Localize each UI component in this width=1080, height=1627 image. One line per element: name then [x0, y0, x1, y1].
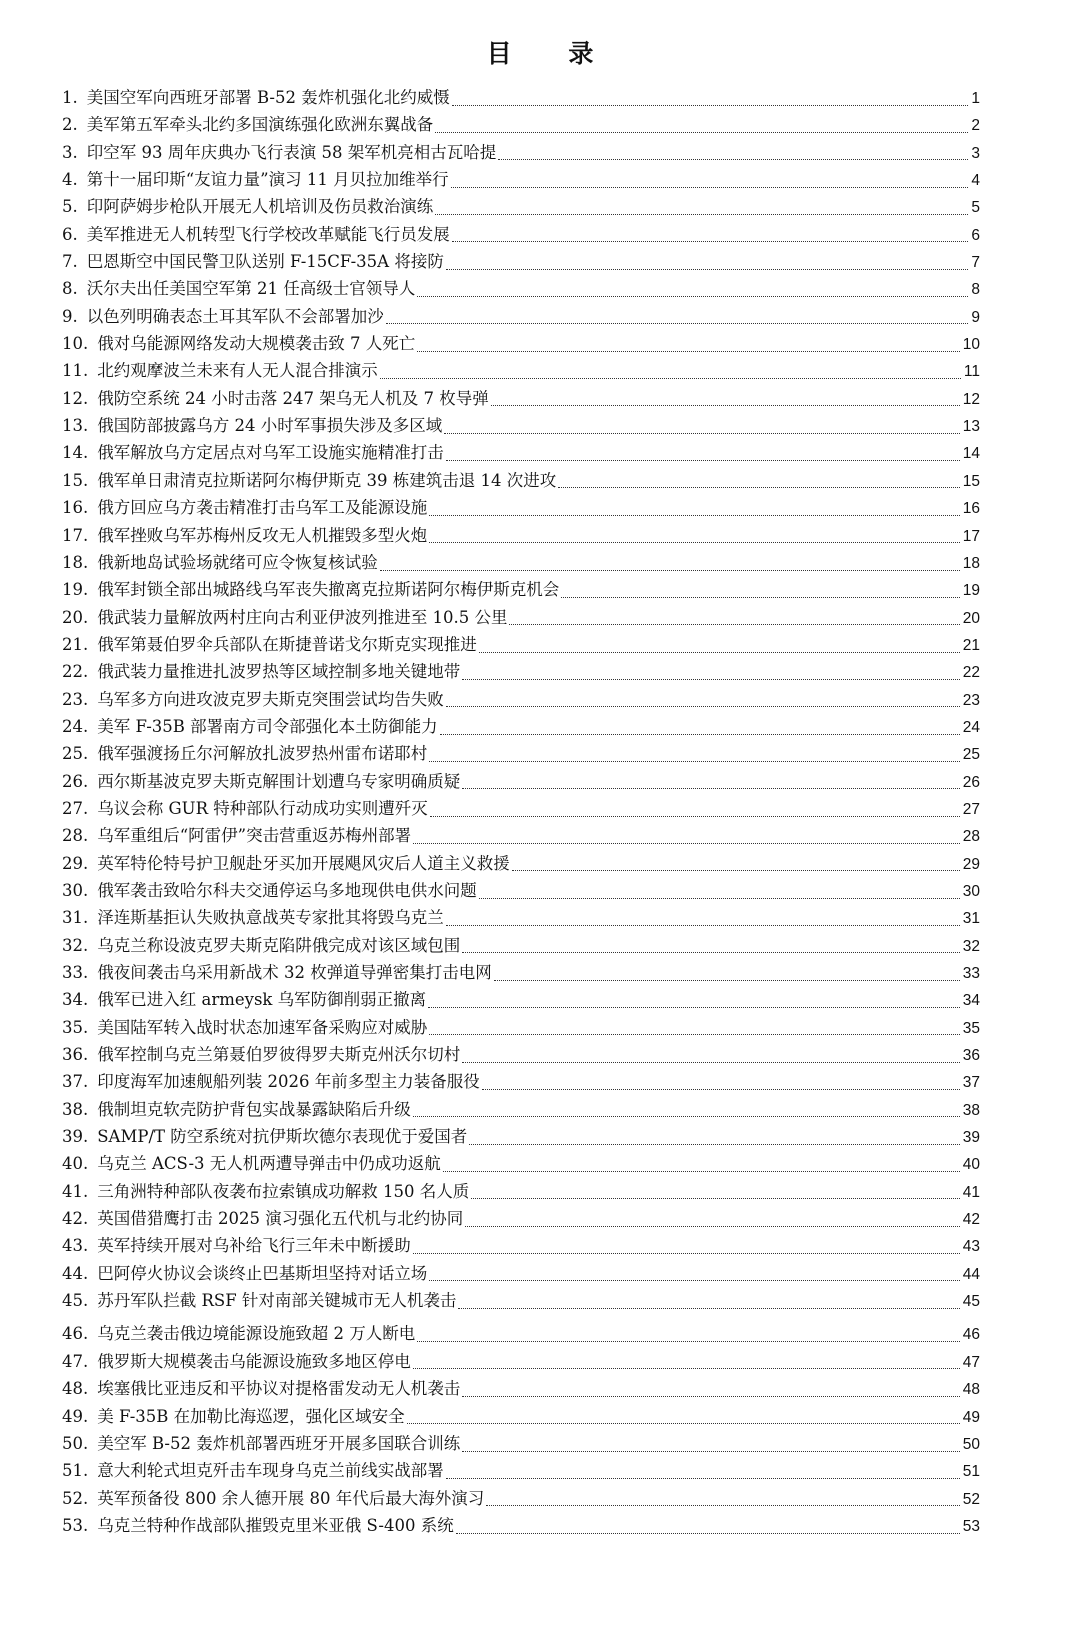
entry-title[interactable]: 英军预备役 800 余人德开展 80 年代后最大海外演习 — [97, 1488, 485, 1508]
entry-title[interactable]: 乌克兰袭击俄边境能源设施致超 2 万人断电 — [97, 1324, 416, 1344]
dot-leader — [429, 1279, 960, 1281]
toc-entry[interactable] — [62, 795, 980, 822]
entry-title[interactable]: SAMP/T 防空系统对抗伊斯坎德尔表现优于爱国者 — [97, 1127, 468, 1147]
entry-page-number[interactable]: 49 — [962, 1408, 980, 1426]
toc-entry[interactable] — [62, 713, 980, 740]
toc-entry[interactable] — [62, 604, 980, 631]
toc-entry[interactable] — [62, 1430, 980, 1457]
entry-page-number[interactable]: 22 — [962, 664, 980, 682]
entry-title[interactable]: 第十一届印斯“友谊力量”演习 11 月贝拉加维举行 — [86, 170, 449, 190]
entry-page-number[interactable]: 11 — [963, 363, 980, 381]
dot-leader — [429, 541, 960, 543]
toc-entry[interactable] — [62, 1150, 980, 1177]
entry-title[interactable]: 英军特伦特号护卫舰赴牙买加开展飓风灾后人道主义救援 — [97, 853, 510, 873]
toc-entry[interactable] — [62, 1512, 980, 1539]
entry-number: 5. — [62, 197, 78, 217]
entry-number: 39. — [62, 1127, 89, 1147]
toc-entry[interactable] — [62, 248, 980, 275]
entry-page-number[interactable]: 7 — [971, 254, 980, 272]
entry-number: 43. — [62, 1236, 89, 1256]
dot-leader — [561, 596, 960, 598]
entry-page-number[interactable]: 40 — [962, 1156, 980, 1174]
dot-leader — [417, 295, 968, 297]
toc-entry[interactable] — [62, 986, 980, 1013]
dot-leader — [444, 432, 960, 434]
entry-title[interactable]: 印阿萨姆步枪队开展无人机培训及伤员救治演练 — [86, 197, 434, 217]
entry-page-number[interactable]: 51 — [962, 1463, 980, 1481]
dot-leader — [413, 1367, 960, 1369]
entry-page-number[interactable]: 48 — [962, 1381, 980, 1399]
entry-page-number[interactable]: 33 — [962, 965, 980, 982]
dot-leader — [558, 486, 960, 488]
entry-page-number[interactable]: 45 — [962, 1293, 980, 1311]
entry-number: 47. — [62, 1351, 89, 1371]
toc-entry[interactable] — [62, 1457, 980, 1484]
dot-leader — [446, 459, 960, 461]
toc-entry[interactable] — [62, 1068, 980, 1095]
entry-number: 27. — [62, 798, 89, 818]
entry-number: 46. — [62, 1324, 89, 1344]
dot-leader — [471, 1197, 960, 1199]
dot-leader — [462, 787, 960, 789]
toc-entry[interactable] — [62, 412, 980, 439]
entry-page-number[interactable]: 12 — [962, 390, 980, 408]
entry-page-number[interactable]: 39 — [962, 1129, 980, 1147]
dot-leader — [380, 377, 961, 379]
entry-title[interactable]: 巴阿停火协议会谈终止巴基斯坦坚持对话立场 — [97, 1263, 428, 1283]
entry-page-number[interactable]: 13 — [962, 418, 980, 436]
entry-title[interactable]: 俄对乌能源网络发动大规模袭击致 7 人死亡 — [97, 334, 416, 354]
entry-number: 7. — [62, 252, 78, 272]
entry-title[interactable]: 乌军多方向进攻波克罗夫斯克突围尝试均告失败 — [97, 689, 444, 709]
dot-leader — [462, 1061, 960, 1063]
toc-entry[interactable] — [62, 84, 980, 111]
entry-number: 20. — [62, 607, 89, 627]
dot-leader — [446, 705, 960, 707]
entry-title[interactable]: 乌克兰称设波克罗夫斯克陷阱俄完成对该区域包围 — [97, 935, 461, 955]
toc-entry[interactable] — [62, 959, 980, 986]
entry-page-number[interactable]: 19 — [962, 582, 980, 600]
entry-title[interactable]: 乌克兰特种作战部队摧毁克里米亚俄 S-400 系统 — [97, 1515, 454, 1535]
dot-leader — [429, 1033, 960, 1035]
dot-leader — [482, 1088, 960, 1090]
entry-title[interactable]: 俄夜间袭击乌采用新战术 32 枚弹道导弹密集打击电网 — [97, 963, 492, 982]
entry-page-number[interactable]: 25 — [962, 746, 980, 764]
entry-title[interactable]: 美军推进无人机转型飞行学校改革赋能飞行员发展 — [86, 224, 450, 244]
entry-number: 4. — [62, 170, 78, 190]
entry-title[interactable]: 乌克兰 ACS-3 无人机两遭导弹击中仍成功返航 — [97, 1154, 441, 1174]
dot-leader — [417, 350, 960, 352]
entry-number: 18. — [62, 552, 89, 572]
entry-number: 19. — [62, 580, 89, 600]
toc-entry[interactable] — [62, 740, 980, 767]
entry-page-number[interactable]: 26 — [962, 773, 980, 791]
entry-page-number[interactable]: 24 — [962, 718, 980, 736]
entry-title[interactable]: 俄罗斯大规模袭击乌能源设施致多地区停电 — [97, 1351, 411, 1371]
entry-number: 2. — [62, 115, 78, 135]
entry-title[interactable]: 美军第五军牵头北约多国演练强化欧洲东翼战备 — [86, 115, 434, 135]
entry-page-number[interactable]: 29 — [962, 855, 980, 873]
dot-leader — [446, 924, 960, 926]
dot-leader — [446, 268, 969, 270]
entry-number: 28. — [62, 826, 89, 846]
entry-number: 3. — [62, 142, 78, 162]
entry-number: 50. — [62, 1433, 89, 1453]
entry-number: 33. — [62, 963, 89, 982]
dot-leader — [458, 1307, 959, 1309]
entry-number: 21. — [62, 634, 89, 654]
entry-page-number[interactable]: 42 — [962, 1211, 980, 1229]
entry-page-number[interactable]: 15 — [962, 472, 980, 490]
dot-leader — [479, 651, 960, 653]
toc-entry[interactable] — [62, 166, 980, 193]
entry-title[interactable]: 沃尔夫出任美国空军第 21 任高级士官领导人 — [86, 279, 416, 299]
toc-entry[interactable] — [62, 193, 980, 220]
entry-number: 36. — [62, 1045, 89, 1065]
toc-entry[interactable] — [62, 850, 980, 877]
dot-leader — [429, 514, 960, 516]
toc-entry[interactable] — [62, 1178, 980, 1205]
toc-entry[interactable] — [62, 1375, 980, 1402]
entry-title[interactable]: 俄军控制乌克兰第聂伯罗彼得罗夫斯克州沃尔切村 — [97, 1045, 461, 1065]
entry-number: 30. — [62, 880, 89, 900]
entry-page-number[interactable]: 44 — [962, 1265, 980, 1283]
entry-title[interactable]: 以色列明确表态土耳其军队不会部署加沙 — [86, 306, 384, 326]
entry-number: 35. — [62, 1017, 89, 1037]
entry-number: 26. — [62, 771, 89, 791]
entry-page-number[interactable]: 4 — [971, 172, 980, 190]
dot-leader — [407, 1422, 960, 1424]
toc-entry[interactable] — [62, 1041, 980, 1068]
toc-entry[interactable] — [62, 139, 980, 166]
entry-page-number[interactable]: 17 — [962, 527, 980, 545]
toc-entry[interactable] — [62, 1348, 980, 1375]
entry-page-number[interactable]: 20 — [962, 609, 980, 627]
entry-number: 24. — [62, 716, 89, 736]
entry-number: 17. — [62, 525, 89, 545]
entry-number: 51. — [62, 1461, 89, 1481]
entry-number: 29. — [62, 853, 89, 873]
toc-entry[interactable] — [62, 904, 980, 931]
entry-title[interactable]: 三角洲特种部队夜袭布拉索镇成功解救 150 名人质 — [97, 1181, 470, 1201]
toc-entry[interactable] — [62, 1320, 980, 1347]
entry-page-number[interactable]: 18 — [962, 554, 980, 572]
dot-leader — [456, 1532, 960, 1534]
entry-number: 52. — [62, 1488, 89, 1508]
entry-page-number[interactable]: 41 — [962, 1183, 980, 1201]
toc-entry[interactable] — [62, 1485, 980, 1512]
entry-title[interactable]: 意大利轮式坦克歼击车现身乌克兰前线实战部署 — [97, 1461, 444, 1481]
toc-entry[interactable] — [62, 1403, 980, 1430]
toc-entry[interactable] — [62, 768, 980, 795]
entry-page-number[interactable]: 35 — [962, 1019, 980, 1037]
dot-leader — [451, 186, 969, 188]
toc-entry[interactable] — [62, 686, 980, 713]
entry-page-number[interactable]: 8 — [971, 281, 980, 299]
entry-number: 15. — [62, 470, 89, 490]
entry-title[interactable]: 俄军袭击致哈尔科夫交通停运乌多地现供电供水问题 — [97, 880, 477, 900]
toc-entry[interactable] — [62, 357, 980, 384]
entry-number: 41. — [62, 1181, 89, 1201]
entry-page-number[interactable]: 46 — [962, 1326, 980, 1344]
entry-title[interactable]: 俄武装力量解放两村庄向古利亚伊波列推进至 10.5 公里 — [97, 607, 508, 627]
toc-entry[interactable] — [62, 1260, 980, 1287]
dot-leader — [452, 104, 969, 106]
entry-title[interactable]: 乌议会称 GUR 特种部队行动成功实则遭歼灭 — [97, 798, 428, 818]
entry-number: 13. — [62, 416, 89, 436]
dot-leader — [491, 404, 960, 406]
toc-entry[interactable] — [62, 111, 980, 138]
toc-entry[interactable] — [62, 932, 980, 959]
entry-number: 37. — [62, 1072, 89, 1092]
dot-leader — [498, 158, 968, 160]
dot-leader — [512, 869, 960, 871]
dot-leader — [465, 1225, 960, 1227]
dot-leader — [435, 213, 968, 215]
dot-leader — [479, 897, 960, 899]
entry-number: 8. — [62, 279, 78, 299]
dot-leader — [469, 1143, 959, 1145]
entry-title[interactable]: 美空军 B-52 轰炸机部署西班牙开展多国联合训练 — [97, 1433, 461, 1453]
dot-leader — [462, 678, 960, 680]
entry-title[interactable]: 俄方回应乌方袭击精准打击乌军工及能源设施 — [97, 498, 428, 518]
entry-title[interactable]: 俄武装力量推进扎波罗热等区域控制多地关键地带 — [97, 662, 461, 682]
entry-title[interactable]: 英国借猎鹰打击 2025 演习强化五代机与北约协同 — [97, 1209, 464, 1229]
toc-entry[interactable] — [62, 1014, 980, 1041]
toc-entry[interactable] — [62, 658, 980, 685]
toc-entry[interactable] — [62, 303, 980, 330]
toc-entry[interactable] — [62, 1123, 980, 1150]
entry-number: 49. — [62, 1406, 89, 1426]
entry-number: 40. — [62, 1154, 89, 1174]
entry-number: 23. — [62, 689, 89, 709]
dot-leader — [440, 733, 960, 735]
dot-leader — [443, 1170, 960, 1172]
entry-title[interactable]: 北约观摩波兰未来有人无人混合排演示 — [97, 361, 378, 381]
entry-number: 31. — [62, 908, 89, 928]
entry-page-number[interactable]: 2 — [971, 117, 980, 135]
dot-leader — [462, 1395, 960, 1397]
dot-leader — [380, 569, 960, 571]
dot-leader — [486, 1504, 960, 1506]
dot-leader — [386, 322, 969, 324]
entry-page-number[interactable]: 34 — [962, 992, 980, 1010]
entry-page-number[interactable]: 36 — [962, 1047, 980, 1065]
entry-page-number[interactable]: 43 — [962, 1238, 980, 1256]
toc-entry[interactable] — [62, 275, 980, 302]
entry-page-number[interactable]: 14 — [962, 445, 980, 463]
entry-number: 45. — [62, 1291, 89, 1311]
dot-leader — [509, 623, 959, 625]
toc-entry[interactable] — [62, 822, 980, 849]
dot-leader — [413, 1252, 960, 1254]
dot-leader — [446, 1477, 960, 1479]
toc-entry[interactable] — [62, 439, 980, 466]
entry-page-number[interactable]: 1 — [971, 90, 980, 107]
toc-entry[interactable] — [62, 1096, 980, 1123]
toc-entry[interactable] — [62, 576, 980, 603]
toc-entry[interactable] — [62, 1232, 980, 1259]
entry-page-number[interactable]: 16 — [962, 500, 980, 518]
dot-leader — [452, 240, 969, 242]
entry-page-number[interactable]: 30 — [962, 882, 980, 900]
entry-title[interactable]: 巴恩斯空中国民警卫队送别 F-15CF-35A 将接防 — [86, 252, 444, 272]
toc-entry[interactable] — [62, 330, 980, 357]
entry-number: 44. — [62, 1263, 89, 1283]
entry-page-number[interactable]: 31 — [962, 910, 980, 928]
entry-title[interactable]: 俄军封锁全部出城路线乌军丧失撤离克拉斯诺阿尔梅伊斯克机会 — [97, 580, 560, 600]
entry-number: 22. — [62, 662, 89, 682]
entry-page-number[interactable]: 52 — [962, 1490, 980, 1508]
entry-title[interactable]: 俄军强渡扬丘尔河解放扎波罗热州雷布诺耶村 — [97, 744, 428, 764]
entry-title[interactable]: 俄军挫败乌军苏梅州反攻无人机摧毁多型火炮 — [97, 525, 428, 545]
entry-page-number[interactable]: 21 — [962, 636, 980, 654]
entry-title[interactable]: 印空军 93 周年庆典办飞行表演 58 架军机亮相古瓦哈提 — [86, 142, 497, 162]
entry-number: 25. — [62, 744, 89, 764]
entry-page-number[interactable]: 47 — [962, 1353, 980, 1371]
dot-leader — [462, 1450, 960, 1452]
dot-leader — [430, 815, 960, 817]
toc-entry[interactable] — [62, 877, 980, 904]
entry-number: 53. — [62, 1515, 89, 1535]
dot-leader — [494, 979, 960, 981]
entry-page-number[interactable]: 27 — [962, 800, 980, 818]
toc-entry[interactable] — [62, 494, 980, 521]
table-of-contents — [62, 84, 980, 1539]
dot-leader — [417, 1340, 960, 1342]
entry-number: 38. — [62, 1099, 89, 1119]
toc-entry[interactable] — [62, 631, 980, 658]
dot-leader — [413, 842, 960, 844]
toc-entry[interactable] — [62, 221, 980, 248]
page-title: 目 录 — [486, 39, 618, 68]
entry-title[interactable]: 俄军单日肃清克拉斯诺阿尔梅伊斯克 39 栋建筑击退 14 次进攻 — [97, 470, 557, 490]
dot-leader — [413, 1115, 960, 1117]
toc-entry[interactable] — [62, 549, 980, 576]
entry-page-number[interactable]: 53 — [962, 1517, 980, 1535]
entry-number: 34. — [62, 990, 89, 1010]
entry-title[interactable]: 俄国防部披露乌方 24 小时军事损失涉及多区域 — [97, 416, 443, 436]
entry-title[interactable]: 俄新地岛试验场就绪可应令恢复核试验 — [97, 552, 378, 572]
entry-title[interactable]: 埃塞俄比亚违反和平协议对提格雷发动无人机袭击 — [97, 1379, 461, 1399]
entry-page-number[interactable]: 32 — [962, 937, 980, 955]
entry-number: 32. — [62, 935, 89, 955]
entry-number: 1. — [62, 88, 78, 107]
entry-page-number[interactable]: 28 — [962, 828, 980, 846]
entry-number: 9. — [62, 306, 78, 326]
dot-leader — [428, 1006, 960, 1008]
entry-page-number[interactable]: 3 — [971, 144, 980, 162]
dot-leader — [435, 131, 968, 133]
entry-number: 10. — [62, 334, 89, 354]
dot-leader — [429, 760, 960, 762]
toc-entry[interactable] — [62, 385, 980, 412]
entry-title[interactable]: 美国空军向西班牙部署 B-52 轰炸机强化北约威慑 — [86, 88, 450, 107]
entry-title[interactable]: 西尔斯基波克罗夫斯克解围计划遭乌专家明确质疑 — [97, 771, 461, 791]
dot-leader — [462, 951, 960, 953]
entry-number: 14. — [62, 443, 89, 463]
entry-title[interactable]: 美军 F-35B 部署南方司令部强化本土防御能力 — [97, 716, 438, 736]
entry-title[interactable]: 俄制坦克软壳防护背包实战暴露缺陷后升级 — [97, 1099, 411, 1119]
entry-number: 48. — [62, 1379, 89, 1399]
entry-title[interactable]: 俄军解放乌方定居点对乌军工设施实施精准打击 — [97, 443, 444, 463]
toc-entry[interactable] — [62, 1205, 980, 1232]
entry-title[interactable]: 乌军重组后“阿雷伊”突击营重返苏梅州部署 — [97, 826, 412, 846]
entry-page-number[interactable]: 38 — [962, 1101, 980, 1119]
entry-title[interactable]: 美国陆军转入战时状态加速军备采购应对威胁 — [97, 1017, 428, 1037]
entry-title[interactable]: 俄军已进入红 armeysk 乌军防御削弱正撤离 — [97, 990, 427, 1010]
entry-number: 6. — [62, 224, 78, 244]
entry-title[interactable]: 美 F-35B 在加勒比海巡逻，强化区域安全 — [97, 1406, 405, 1426]
entry-number: 16. — [62, 498, 89, 518]
entry-page-number[interactable]: 6 — [971, 226, 980, 244]
entry-page-number[interactable]: 23 — [962, 691, 980, 709]
entry-title[interactable]: 俄军第聂伯罗伞兵部队在斯捷普诺戈尔斯克实现推进 — [97, 634, 477, 654]
toc-entry[interactable] — [62, 467, 980, 494]
entry-page-number[interactable]: 37 — [962, 1074, 980, 1092]
entry-title[interactable]: 泽连斯基拒认失败执意战英专家批其将毁乌克兰 — [97, 908, 444, 928]
entry-title[interactable]: 俄防空系统 24 小时击落 247 架乌无人机及 7 枚导弹 — [97, 388, 489, 408]
entry-number: 12. — [62, 388, 89, 408]
entry-title[interactable]: 印度海军加速舰船列装 2026 年前多型主力装备服役 — [97, 1072, 480, 1092]
entry-title[interactable]: 苏丹军队拦截 RSF 针对南部关键城市无人机袭击 — [97, 1291, 457, 1311]
entry-page-number[interactable]: 50 — [962, 1435, 980, 1453]
entry-title[interactable]: 英军持续开展对乌补给飞行三年未中断援助 — [97, 1236, 411, 1256]
entry-page-number[interactable]: 5 — [971, 199, 980, 217]
entry-page-number[interactable]: 10 — [962, 336, 980, 354]
toc-entry[interactable] — [62, 1287, 980, 1314]
entry-number: 42. — [62, 1209, 89, 1229]
entry-page-number[interactable]: 9 — [971, 308, 980, 326]
entry-number: 11. — [62, 361, 89, 381]
toc-entry[interactable] — [62, 522, 980, 549]
